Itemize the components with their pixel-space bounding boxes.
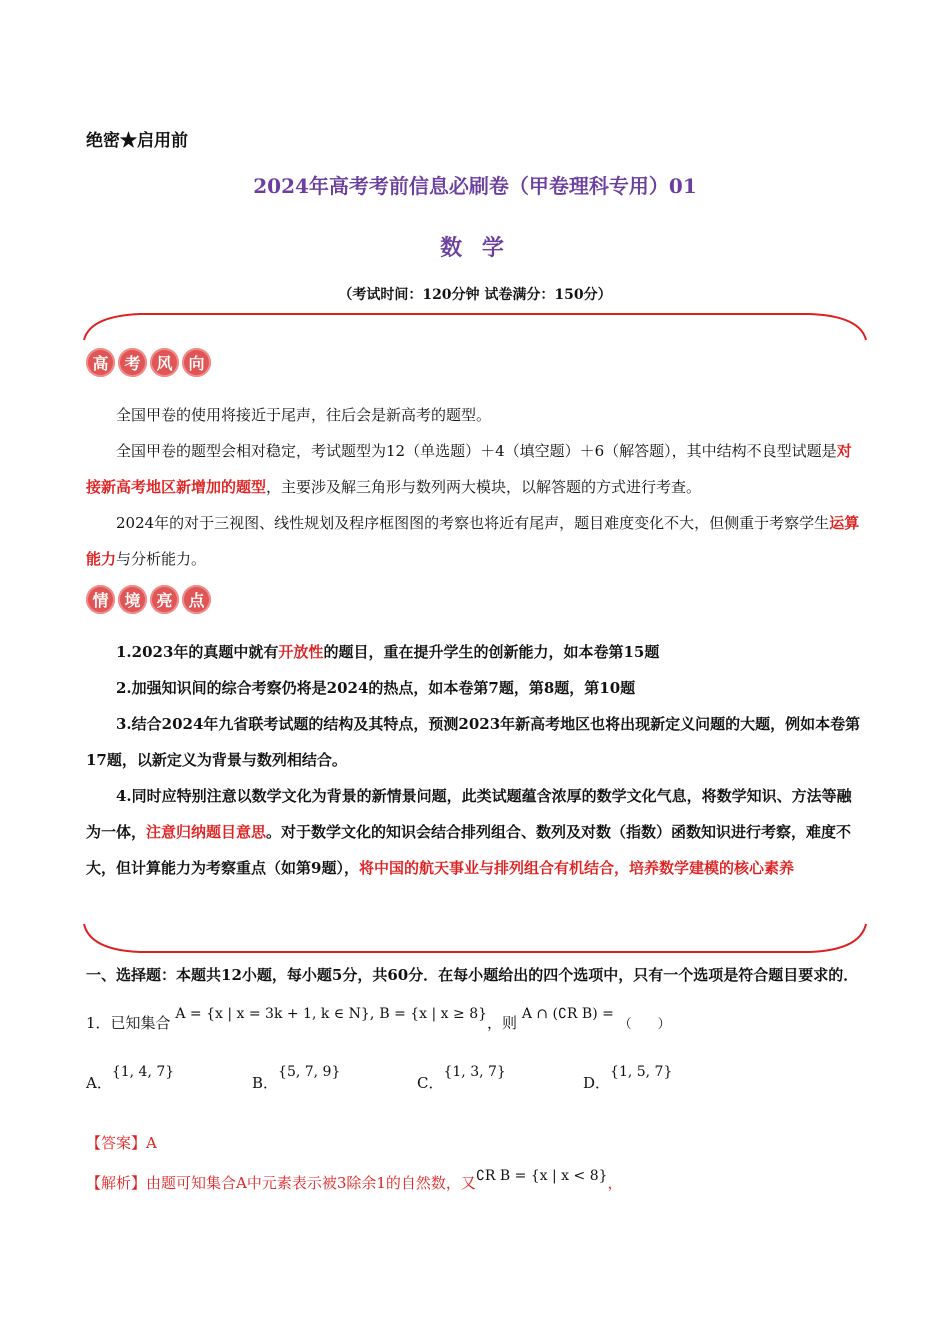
badge-char: 向 [182, 348, 211, 377]
option-a[interactable] [86, 1064, 175, 1093]
exam-title: 2024年高考考前信息必刷卷（甲卷理科专用）01 [253, 174, 697, 198]
option-d[interactable] [583, 1064, 673, 1093]
text: 2024年的对于三视图、线性规划及程序框图图的考察也将近有尾声，题目难度变化不大，但侧重于考察学生 [116, 514, 830, 532]
set-a-formula: A = {x | x = 3k + 1, k ∈ N} [175, 1006, 370, 1022]
question-number: 1． [86, 1014, 111, 1032]
complement-formula: ∁R B = {x | x < 8} [475, 1168, 608, 1184]
answer-value: A [146, 1134, 157, 1152]
option-label: C． [417, 1074, 444, 1092]
option-label: B． [252, 1074, 279, 1092]
frame-top-arc [80, 310, 870, 350]
exam-info: （考试时间：120分钟 试卷满分：150分） [338, 287, 612, 303]
answer-line [86, 1132, 157, 1153]
option-c[interactable] [417, 1064, 506, 1093]
badge-char: 点 [182, 585, 211, 614]
analysis-label: 【解析】 [86, 1174, 147, 1192]
frame-bottom-arc [80, 918, 870, 958]
trend-paragraph-2 [86, 433, 866, 505]
option-label: A． [86, 1074, 112, 1092]
confidential-label: 绝密★启用前 [86, 131, 188, 151]
question-stem: ，则 [487, 1014, 518, 1032]
answer-parentheses: （ ） [618, 1017, 671, 1032]
badge-char: 情 [86, 585, 115, 614]
highlight-item-2: 2.加强知识间的综合考察仍将是2024的热点，如本卷第7题，第8题，第10题 [116, 679, 636, 697]
badge-char: 高 [86, 348, 115, 377]
question-stem: 已知集合 [110, 1014, 171, 1032]
option-value: {1, 3, 7} [443, 1064, 506, 1080]
highlight-item-1 [86, 634, 866, 670]
text: 4.同时应特别注意以数学文化为背景的新情景问题，此类试题蕴含浓厚的数学文化气息，将数学知识、方法等融为一体， [86, 787, 852, 841]
badge-char: 风 [150, 348, 179, 377]
highlight-text: 开放性 [278, 643, 324, 661]
comma: , [369, 1004, 375, 1022]
trend-paragraph-1: 全国甲卷的使用将接近于尾声，往后会是新高考的题型。 [116, 406, 492, 424]
highlight-text: 运算能力 [86, 514, 860, 568]
text: ，主要涉及解三角形与数列两大模块，以解答题的方式进行考查。 [266, 478, 702, 496]
text: 全国甲卷的题型会相对稳定，考试题型为12（单选题）＋4（填空题）＋6（解答题），其中结构不良型试题是 [116, 442, 837, 460]
subject-title: 数 学 [440, 235, 510, 261]
analysis-line [86, 1168, 623, 1193]
badge-char: 考 [118, 348, 147, 377]
option-b[interactable] [252, 1064, 341, 1093]
question-1 [86, 1004, 671, 1033]
analysis-tail: ， [607, 1174, 623, 1192]
answer-label: 【答案】 [86, 1134, 147, 1152]
highlight-item-3: 3.结合2024年九省联考试题的结构及其特点，预测2023年新高考地区也将出现新定义问题的大题，例如本卷第17题，以新定义为背景与数列相结合。 [86, 715, 861, 769]
set-b-formula: B = {x | x ≥ 8} [379, 1006, 488, 1022]
intersection-formula: A ∩ (∁R B) = [521, 1006, 614, 1022]
option-label: D． [583, 1074, 611, 1092]
highlight-text: 对接新高考地区新增加的题型 [86, 442, 852, 496]
option-value: {1, 4, 7} [111, 1064, 175, 1080]
highlight-item-4 [86, 778, 866, 886]
highlight-text: 注意归纳题目意思 [146, 823, 267, 841]
highlight-text: 将中国的航天事业与排列组合有机结合，培养数学建模的核心素养 [358, 859, 794, 877]
text: 与分析能力。 [116, 550, 207, 568]
section-heading: 一、选择题：本题共12小题，每小题5分，共60分．在每小题给出的四个选项中，只有一个选项是符合题目要求的． [86, 966, 859, 984]
text: 的题目，重在提升学生的创新能力，如本卷第15题 [323, 643, 660, 661]
badge-char: 亮 [150, 585, 179, 614]
option-value: {5, 7, 9} [278, 1064, 341, 1080]
badge-char: 境 [118, 585, 147, 614]
trend-badge [86, 348, 211, 377]
highlight-badge [86, 585, 211, 614]
text: 1.2023年的真题中就有 [116, 643, 279, 661]
text: 。对于数学文化的知识会结合排列组合、数列及对数（指数）函数知识进行考察，难度不大，但计算能力为考察重点（如第9题）， [86, 823, 852, 877]
analysis-text: 由题可知集合A中元素表示被3除余1的自然数，又 [146, 1174, 476, 1192]
option-value: {1, 5, 7} [610, 1064, 673, 1080]
trend-paragraph-3 [86, 505, 866, 577]
